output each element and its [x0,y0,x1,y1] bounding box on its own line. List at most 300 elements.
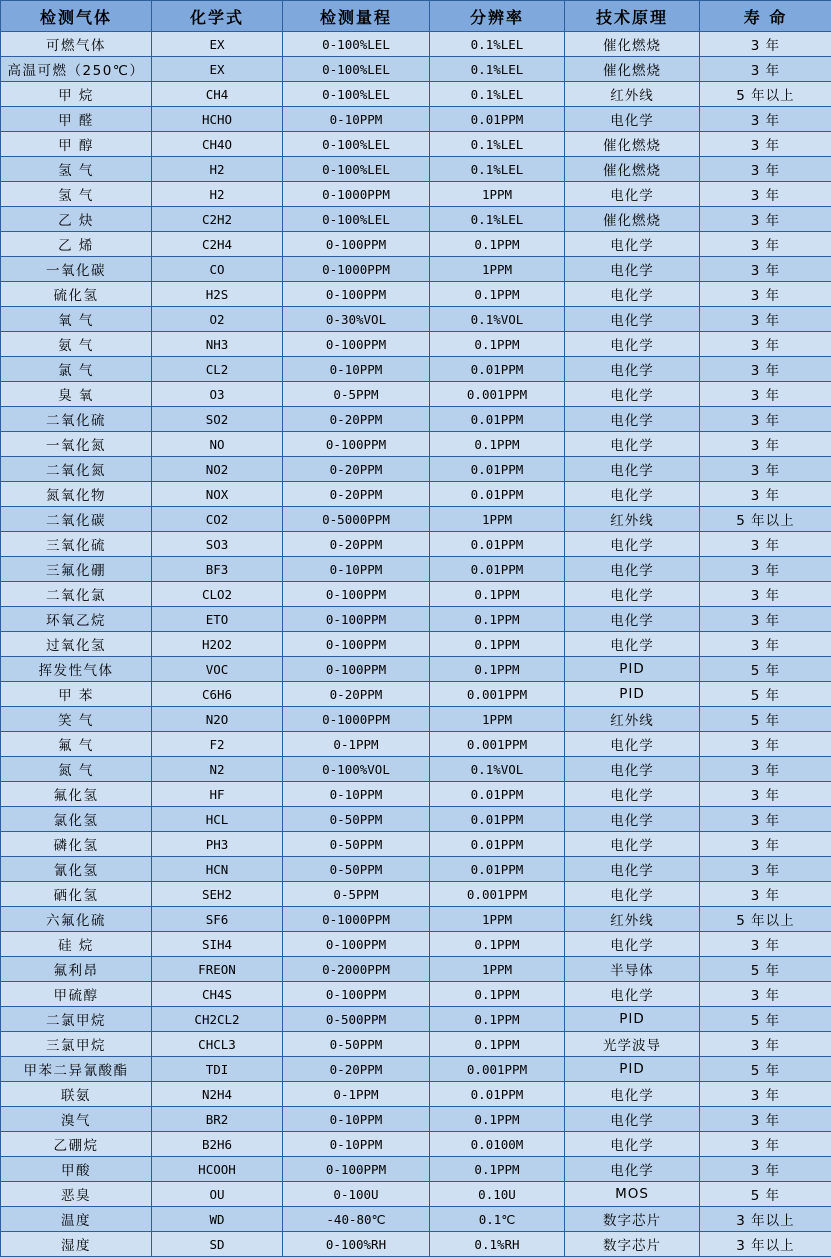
cell-technology: 红外线 [565,907,700,932]
cell-gas: 氯 气 [1,357,152,382]
cell-lifetime: 3 年以上 [700,1232,831,1257]
cell-resolution: 1PPM [430,257,565,282]
cell-gas: 氮氧化物 [1,482,152,507]
cell-resolution: 0.1℃ [430,1207,565,1232]
cell-formula: HF [152,782,283,807]
cell-technology: 红外线 [565,707,700,732]
cell-resolution: 0.1PPM [430,932,565,957]
cell-range: 0-10PPM [283,1107,430,1132]
cell-gas: 甲 苯 [1,682,152,707]
cell-resolution: 0.01PPM [430,1082,565,1107]
table-row [1,1007,831,1032]
cell-range: 0-10PPM [283,782,430,807]
cell-gas: 甲酸 [1,1157,152,1182]
cell-formula: CH4O [152,132,283,157]
cell-range: 0-10PPM [283,357,430,382]
cell-range: 0-100%LEL [283,57,430,82]
cell-range: 0-100PPM [283,1157,430,1182]
cell-technology: 电化学 [565,432,700,457]
cell-formula: SIH4 [152,932,283,957]
table-row [1,582,831,607]
cell-formula: CO [152,257,283,282]
table-row [1,107,831,132]
cell-technology: 电化学 [565,307,700,332]
table-row [1,1082,831,1107]
cell-lifetime: 3 年 [700,157,831,182]
cell-resolution: 0.1PPM [430,657,565,682]
cell-resolution: 0.01PPM [430,557,565,582]
table-row [1,257,831,282]
cell-gas: 联氨 [1,1082,152,1107]
cell-gas: 环氧乙烷 [1,607,152,632]
cell-formula: PH3 [152,832,283,857]
cell-range: 0-20PPM [283,682,430,707]
cell-resolution: 0.1PPM [430,1007,565,1032]
cell-lifetime: 3 年以上 [700,1207,831,1232]
cell-technology: 红外线 [565,507,700,532]
cell-resolution: 0.1PPM [430,282,565,307]
cell-resolution: 0.1PPM [430,1157,565,1182]
cell-gas: 三氟化硼 [1,557,152,582]
cell-resolution: 0.1%VOL [430,307,565,332]
cell-range: 0-20PPM [283,457,430,482]
cell-resolution: 0.01PPM [430,107,565,132]
table-row [1,1032,831,1057]
cell-technology: 光学波导 [565,1032,700,1057]
cell-lifetime: 3 年 [700,332,831,357]
table-header [1,1,831,32]
cell-range: 0-100PPM [283,932,430,957]
cell-range: 0-100%LEL [283,82,430,107]
cell-formula: C6H6 [152,682,283,707]
cell-resolution: 0.1PPM [430,982,565,1007]
cell-technology: 电化学 [565,1107,700,1132]
cell-resolution: 1PPM [430,907,565,932]
cell-technology: 电化学 [565,1132,700,1157]
cell-resolution: 0.1%LEL [430,32,565,57]
cell-lifetime: 3 年 [700,882,831,907]
cell-resolution: 0.001PPM [430,382,565,407]
cell-range: 0-20PPM [283,1057,430,1082]
cell-lifetime: 3 年 [700,607,831,632]
cell-range: 0-10PPM [283,1132,430,1157]
cell-formula: CH4 [152,82,283,107]
cell-resolution: 0.1%LEL [430,132,565,157]
cell-resolution: 0.1%LEL [430,82,565,107]
column-header-gas: 检测气体 [1,1,152,32]
cell-lifetime: 3 年 [700,257,831,282]
cell-formula: B2H6 [152,1132,283,1157]
cell-formula: CO2 [152,507,283,532]
cell-gas: 湿度 [1,1232,152,1257]
cell-range: -40-80℃ [283,1207,430,1232]
cell-formula: HCN [152,857,283,882]
cell-formula: C2H4 [152,232,283,257]
table-row [1,307,831,332]
cell-technology: 电化学 [565,457,700,482]
cell-lifetime: 3 年 [700,757,831,782]
cell-resolution: 0.1PPM [430,632,565,657]
table-row [1,882,831,907]
cell-lifetime: 5 年 [700,657,831,682]
cell-resolution: 0.001PPM [430,682,565,707]
cell-technology: PID [565,657,700,682]
cell-technology: 电化学 [565,782,700,807]
cell-resolution: 0.0100M [430,1132,565,1157]
table-row [1,982,831,1007]
table-row [1,532,831,557]
table-row [1,282,831,307]
cell-resolution: 0.1PPM [430,432,565,457]
cell-gas: 六氟化硫 [1,907,152,932]
cell-lifetime: 3 年 [700,357,831,382]
table-row [1,657,831,682]
cell-formula: EX [152,32,283,57]
table-row [1,482,831,507]
cell-lifetime: 5 年以上 [700,907,831,932]
cell-formula: WD [152,1207,283,1232]
cell-formula: SO2 [152,407,283,432]
cell-lifetime: 3 年 [700,857,831,882]
cell-formula: SD [152,1232,283,1257]
cell-resolution: 0.001PPM [430,882,565,907]
cell-resolution: 0.1PPM [430,232,565,257]
cell-gas: 氟化氢 [1,782,152,807]
cell-resolution: 0.1PPM [430,332,565,357]
cell-gas: 恶臭 [1,1182,152,1207]
cell-range: 0-100PPM [283,432,430,457]
table-row [1,32,831,57]
cell-lifetime: 3 年 [700,807,831,832]
cell-lifetime: 3 年 [700,982,831,1007]
table-row [1,1107,831,1132]
cell-gas: 三氧化硫 [1,532,152,557]
cell-formula: CL2 [152,357,283,382]
column-header-resolution: 分辨率 [430,1,565,32]
cell-gas: 臭 氧 [1,382,152,407]
cell-formula: NO [152,432,283,457]
table-header-row [1,1,831,32]
cell-range: 0-100PPM [283,632,430,657]
table-row [1,457,831,482]
cell-resolution: 0.001PPM [430,1057,565,1082]
cell-lifetime: 3 年 [700,457,831,482]
cell-resolution: 0.001PPM [430,732,565,757]
cell-formula: CH4S [152,982,283,1007]
cell-formula: OU [152,1182,283,1207]
cell-formula: ETO [152,607,283,632]
cell-lifetime: 5 年以上 [700,82,831,107]
cell-formula: H2 [152,182,283,207]
cell-technology: 电化学 [565,482,700,507]
cell-formula: BF3 [152,557,283,582]
cell-range: 0-500PPM [283,1007,430,1032]
cell-gas: 可燃气体 [1,32,152,57]
cell-range: 0-100U [283,1182,430,1207]
cell-range: 0-2000PPM [283,957,430,982]
cell-gas: 甲 醛 [1,107,152,132]
cell-lifetime: 3 年 [700,482,831,507]
table-row [1,1207,831,1232]
cell-lifetime: 3 年 [700,1107,831,1132]
cell-technology: 红外线 [565,82,700,107]
cell-lifetime: 3 年 [700,932,831,957]
cell-formula: TDI [152,1057,283,1082]
cell-technology: 电化学 [565,407,700,432]
cell-gas: 甲硫醇 [1,982,152,1007]
table-row [1,132,831,157]
table-row [1,1132,831,1157]
table-row [1,157,831,182]
cell-formula: SF6 [152,907,283,932]
cell-formula: HCOOH [152,1157,283,1182]
cell-formula: CH2CL2 [152,1007,283,1032]
cell-lifetime: 3 年 [700,782,831,807]
table-row [1,707,831,732]
table-row [1,357,831,382]
table-row [1,407,831,432]
cell-resolution: 1PPM [430,182,565,207]
cell-formula: BR2 [152,1107,283,1132]
cell-formula: H2O2 [152,632,283,657]
table-row [1,207,831,232]
cell-technology: 电化学 [565,182,700,207]
cell-range: 0-20PPM [283,407,430,432]
cell-lifetime: 3 年 [700,1132,831,1157]
cell-lifetime: 3 年 [700,1032,831,1057]
cell-range: 0-1000PPM [283,707,430,732]
cell-gas: 挥发性气体 [1,657,152,682]
table-body [1,32,831,1257]
cell-lifetime: 3 年 [700,632,831,657]
column-header-technology: 技术原理 [565,1,700,32]
cell-resolution: 0.1%LEL [430,157,565,182]
cell-formula: NH3 [152,332,283,357]
cell-gas: 乙 烯 [1,232,152,257]
cell-lifetime: 5 年 [700,682,831,707]
cell-technology: PID [565,1057,700,1082]
cell-gas: 硫化氢 [1,282,152,307]
cell-formula: EX [152,57,283,82]
table-row [1,382,831,407]
cell-range: 0-1000PPM [283,257,430,282]
table-row [1,607,831,632]
cell-resolution: 0.01PPM [430,832,565,857]
cell-range: 0-100PPM [283,282,430,307]
cell-technology: 电化学 [565,882,700,907]
cell-gas: 温度 [1,1207,152,1232]
cell-formula: SO3 [152,532,283,557]
cell-gas: 氯化氢 [1,807,152,832]
cell-lifetime: 3 年 [700,282,831,307]
cell-range: 0-5000PPM [283,507,430,532]
column-header-lifetime: 寿 命 [700,1,831,32]
cell-lifetime: 3 年 [700,432,831,457]
cell-technology: 数字芯片 [565,1232,700,1257]
cell-technology: 电化学 [565,1157,700,1182]
cell-range: 0-100%LEL [283,32,430,57]
cell-range: 0-10PPM [283,557,430,582]
cell-lifetime: 5 年 [700,707,831,732]
table-row [1,1232,831,1257]
cell-lifetime: 5 年 [700,957,831,982]
cell-range: 0-5PPM [283,382,430,407]
cell-lifetime: 3 年 [700,32,831,57]
table-row [1,57,831,82]
table-row [1,332,831,357]
cell-technology: 电化学 [565,557,700,582]
cell-technology: 电化学 [565,607,700,632]
cell-gas: 氰化氢 [1,857,152,882]
cell-technology: 催化燃烧 [565,157,700,182]
cell-gas: 高温可燃（250℃） [1,57,152,82]
table-row [1,232,831,257]
cell-lifetime: 5 年 [700,1057,831,1082]
cell-gas: 氮 气 [1,757,152,782]
table-row [1,632,831,657]
cell-technology: 电化学 [565,632,700,657]
cell-gas: 甲 醇 [1,132,152,157]
cell-range: 0-50PPM [283,832,430,857]
cell-technology: 数字芯片 [565,1207,700,1232]
table-row [1,82,831,107]
column-header-range: 检测量程 [283,1,430,32]
cell-formula: N2H4 [152,1082,283,1107]
table-row [1,182,831,207]
column-header-formula: 化学式 [152,1,283,32]
cell-gas: 二氯甲烷 [1,1007,152,1032]
cell-gas: 氟 气 [1,732,152,757]
cell-resolution: 0.01PPM [430,407,565,432]
cell-technology: 半导体 [565,957,700,982]
cell-resolution: 1PPM [430,507,565,532]
cell-technology: 电化学 [565,582,700,607]
cell-range: 0-100PPM [283,332,430,357]
cell-resolution: 0.10U [430,1182,565,1207]
cell-technology: 电化学 [565,107,700,132]
cell-formula: C2H2 [152,207,283,232]
cell-lifetime: 5 年 [700,1182,831,1207]
cell-range: 0-100%RH [283,1232,430,1257]
cell-resolution: 1PPM [430,957,565,982]
cell-technology: 电化学 [565,1082,700,1107]
cell-range: 0-5PPM [283,882,430,907]
table-row [1,1157,831,1182]
cell-gas: 过氧化氢 [1,632,152,657]
cell-resolution: 0.1PPM [430,1107,565,1132]
cell-technology: 催化燃烧 [565,32,700,57]
cell-gas: 二氧化氮 [1,457,152,482]
cell-lifetime: 3 年 [700,557,831,582]
cell-gas: 乙硼烷 [1,1132,152,1157]
cell-formula: F2 [152,732,283,757]
cell-lifetime: 3 年 [700,182,831,207]
cell-range: 0-20PPM [283,532,430,557]
cell-lifetime: 3 年 [700,307,831,332]
cell-technology: 电化学 [565,357,700,382]
cell-technology: 催化燃烧 [565,132,700,157]
cell-technology: 电化学 [565,807,700,832]
cell-gas: 溴气 [1,1107,152,1132]
cell-range: 0-30%VOL [283,307,430,332]
table-row [1,732,831,757]
cell-lifetime: 3 年 [700,1082,831,1107]
cell-formula: H2 [152,157,283,182]
cell-lifetime: 3 年 [700,407,831,432]
cell-resolution: 0.01PPM [430,532,565,557]
cell-lifetime: 3 年 [700,207,831,232]
cell-resolution: 0.01PPM [430,807,565,832]
cell-gas: 甲 烷 [1,82,152,107]
cell-technology: 电化学 [565,382,700,407]
cell-gas: 一氧化氮 [1,432,152,457]
table-row [1,432,831,457]
table-row [1,907,831,932]
cell-resolution: 0.1PPM [430,582,565,607]
cell-range: 0-100PPM [283,982,430,1007]
cell-lifetime: 5 年以上 [700,507,831,532]
cell-technology: PID [565,1007,700,1032]
cell-lifetime: 3 年 [700,732,831,757]
cell-resolution: 0.1%VOL [430,757,565,782]
cell-technology: MOS [565,1182,700,1207]
cell-formula: NOX [152,482,283,507]
cell-resolution: 0.01PPM [430,782,565,807]
cell-formula: CHCL3 [152,1032,283,1057]
cell-technology: 电化学 [565,757,700,782]
table-row [1,957,831,982]
table-row [1,682,831,707]
cell-resolution: 0.01PPM [430,482,565,507]
cell-gas: 二氧化硫 [1,407,152,432]
cell-lifetime: 3 年 [700,1157,831,1182]
cell-technology: 电化学 [565,932,700,957]
cell-gas: 氨 气 [1,332,152,357]
table-row [1,557,831,582]
cell-lifetime: 3 年 [700,582,831,607]
cell-range: 0-100PPM [283,607,430,632]
cell-range: 0-1000PPM [283,907,430,932]
cell-formula: VOC [152,657,283,682]
cell-resolution: 0.01PPM [430,357,565,382]
cell-resolution: 0.01PPM [430,857,565,882]
cell-gas: 氢 气 [1,157,152,182]
cell-formula: CLO2 [152,582,283,607]
cell-technology: 电化学 [565,832,700,857]
cell-range: 0-1PPM [283,1082,430,1107]
cell-range: 0-100%LEL [283,207,430,232]
cell-resolution: 0.01PPM [430,457,565,482]
cell-lifetime: 5 年 [700,1007,831,1032]
cell-technology: PID [565,682,700,707]
cell-gas: 二氧化氯 [1,582,152,607]
cell-gas: 一氧化碳 [1,257,152,282]
cell-formula: HCL [152,807,283,832]
cell-formula: FREON [152,957,283,982]
cell-formula: NO2 [152,457,283,482]
cell-gas: 氟利昂 [1,957,152,982]
cell-range: 0-100PPM [283,582,430,607]
cell-range: 0-20PPM [283,482,430,507]
cell-lifetime: 3 年 [700,57,831,82]
cell-gas: 笑 气 [1,707,152,732]
cell-technology: 电化学 [565,332,700,357]
cell-lifetime: 3 年 [700,232,831,257]
cell-gas: 乙 炔 [1,207,152,232]
cell-formula: N2O [152,707,283,732]
cell-resolution: 0.1PPM [430,1032,565,1057]
table-row [1,857,831,882]
